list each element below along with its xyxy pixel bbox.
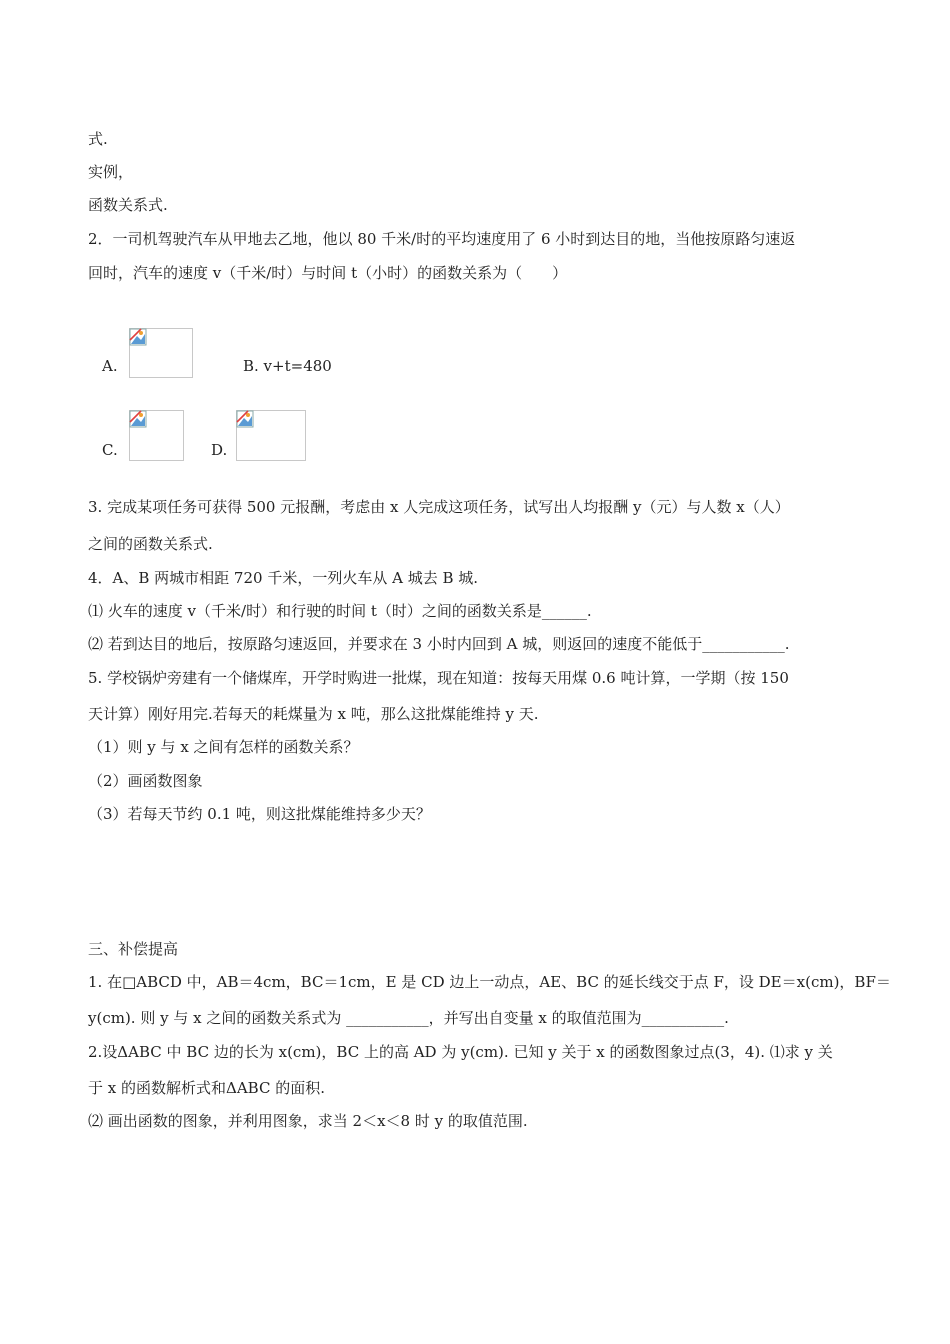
problem-2-line-2: 于 x 的函数解析式和ΔABC 的面积. (88, 1079, 325, 1097)
option-c-label: C. (102, 441, 118, 459)
problem-2-line-3: ⑵ 画出函数的图象，并利用图象，求当 2＜x＜8 时 y 的取值范围. (88, 1112, 528, 1130)
text-line-fragment-1: 式. (88, 130, 108, 148)
broken-image-icon (129, 328, 147, 346)
option-a-label: A. (102, 357, 118, 375)
option-a-image (129, 328, 193, 378)
question-2-line-2: 回时，汽车的速度 v（千米/时）与时间 t（小时）的函数关系为（ ） (88, 264, 568, 282)
question-5-line-1: 5. 学校锅炉旁建有一个储煤库，开学时购进一批煤，现在知道：按每天用煤 0.6 吨计算，一学期（按 150 (88, 669, 789, 687)
problem-1-line-1: 1. 在□ABCD 中，AB＝4cm，BC＝1cm，E 是 CD 边上一动点，AE、BC 的延长线交于点 F，设 DE＝x(cm)，BF＝ (88, 973, 891, 991)
question-4-part-2: ⑵ 若到达目的地后，按原路匀速返回，并要求在 3 小时内回到 A 城，则返回的速度不能低于___________. (88, 635, 790, 653)
broken-image-icon (129, 410, 147, 428)
text-line-fragment-2: 实例， (88, 163, 134, 181)
option-d-label: D. (211, 441, 228, 459)
question-4-part-1: ⑴ 火车的速度 v（千米/时）和行驶的时间 t（时）之间的函数关系是______. (88, 602, 592, 620)
question-5-part-2: （2）画函数图象 (88, 772, 203, 790)
option-c-image (129, 410, 184, 461)
question-2-line-1: 2．一司机驾驶汽车从甲地去乙地，他以 80 千米/时的平均速度用了 6 小时到达目的地，当他按原路匀速返 (88, 230, 796, 248)
question-4-line: 4．A、B 两城市相距 720 千米，一列火车从 A 城去 B 城. (88, 569, 479, 587)
question-5-part-3: （3）若每天节约 0.1 吨，则这批煤能维持多少天？ (88, 805, 431, 823)
question-5-part-1: （1）则 y 与 x 之间有怎样的函数关系？ (88, 738, 359, 756)
problem-1-line-2: y(cm). 则 y 与 x 之间的函数关系式为 ___________，并写出自变量 x 的取值范围为___________. (88, 1009, 729, 1027)
option-d-image (236, 410, 306, 461)
question-5-line-2: 天计算）刚好用完.若每天的耗煤量为 x 吨，那么这批煤能维持 y 天. (88, 705, 539, 723)
broken-image-icon (236, 410, 254, 428)
problem-2-line-1: 2.设ΔABC 中 BC 边的长为 x(cm)，BC 上的高 AD 为 y(cm). 已知 y 关于 x 的函数图象过点(3，4). ⑴求 y 关 (88, 1043, 833, 1061)
text-line-fragment-3: 函数关系式. (88, 196, 168, 214)
section-3-heading: 三、补偿提高 (88, 940, 179, 958)
question-3-line-1: 3. 完成某项任务可获得 500 元报酬，考虑由 x 人完成这项任务，试写出人均报酬 y（元）与人数 x（人） (88, 498, 790, 516)
question-3-line-2: 之间的函数关系式. (88, 535, 213, 553)
option-b-text: B. v+t=480 (243, 357, 332, 375)
